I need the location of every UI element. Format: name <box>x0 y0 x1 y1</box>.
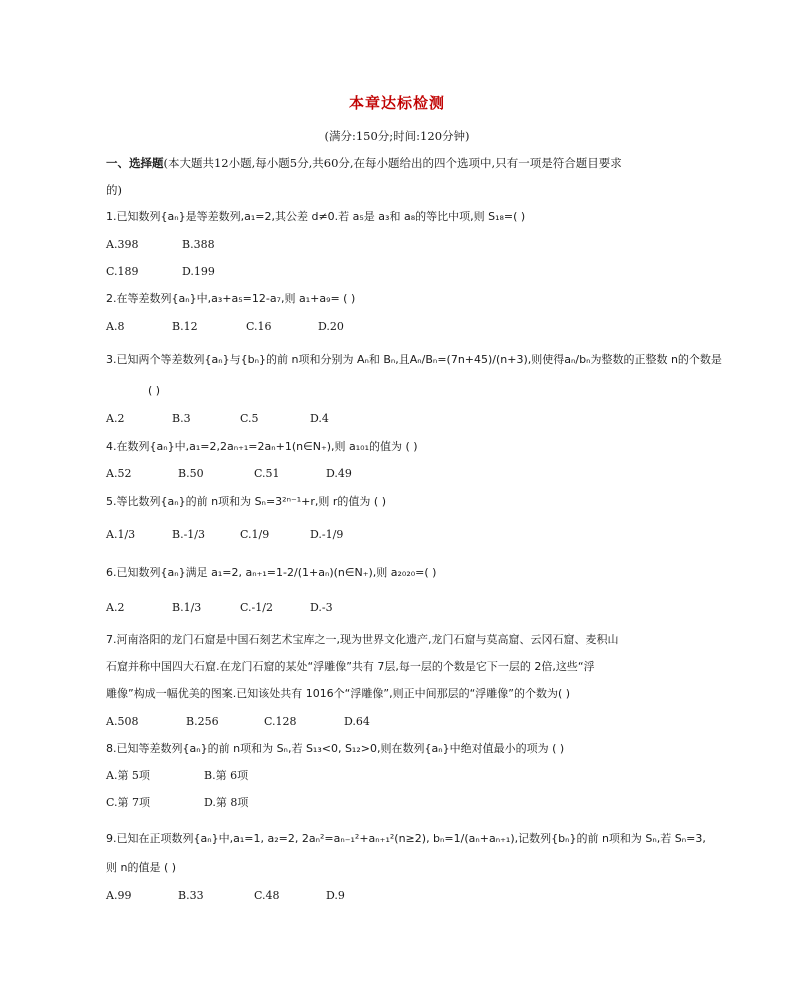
question-9-option-d: D.9 <box>326 889 345 902</box>
question-7-line-2: 石窟并称中国四大石窟.在龙门石窟的某处“浮雕像”共有 7层,每一层的个数是它下一层的 2倍,这些“浮 <box>106 660 595 673</box>
question-8-option-b: B.第 6项 <box>204 769 249 782</box>
question-8-option-c: C.第 7项 <box>106 796 151 809</box>
question-5-option-a: A.1/3 <box>106 528 136 541</box>
question-7-option-a: A.508 <box>106 715 139 728</box>
question-3-option-d: D.4 <box>310 412 329 425</box>
question-1-option-a: A.398 <box>106 238 139 251</box>
question-7-line-3: 雕像”构成一幅优美的图案.已知该处共有 1016个“浮雕像”,则正中间那层的“浮雕像”的个数为( ) <box>106 687 571 700</box>
question-9-line-1: 9.已知在正项数列{aₙ}中,a₁=1, a₂=2, 2aₙ²=aₙ₋₁²+aₙ₊₁²(n≥2), bₙ=1/(aₙ+aₙ₊₁),记数列{bₙ}的前 n项和为 Sₙ,若 Sₙ=3, <box>106 832 706 845</box>
question-8-option-d: D.第 8项 <box>204 796 249 809</box>
page-title: 本章达标检测 <box>348 94 445 112</box>
question-4-option-a: A.52 <box>106 467 132 480</box>
question-2: 2.在等差数列{aₙ}中,a₃+a₅=12-a₇,则 a₁+a₉= ( ) <box>106 292 356 305</box>
question-1-option-b: B.388 <box>182 238 215 251</box>
question-9-option-a: A.99 <box>106 889 132 902</box>
question-3-paren: ( ) <box>148 384 161 397</box>
section-heading: 一、选择题 <box>106 156 164 170</box>
question-1: 1.已知数列{aₙ}是等差数列,a₁=2,其公差 d≠0.若 a₅是 a₃和 a₈的等比中项,则 S₁₈=( ) <box>106 210 526 223</box>
page-subtitle: (满分:150分;时间:120分钟) <box>324 129 470 143</box>
question-2-option-c: C.16 <box>246 320 272 333</box>
question-9-option-b: B.33 <box>178 889 204 902</box>
question-3-option-b: B.3 <box>172 412 191 425</box>
question-5: 5.等比数列{aₙ}的前 n项和为 Sₙ=3²ⁿ⁻¹+r,则 r的值为 ( ) <box>106 495 386 508</box>
question-4: 4.在数列{aₙ}中,a₁=2,2aₙ₊₁=2aₙ+1(n∈N₊),则 a₁₀₁的值为 ( ) <box>106 440 418 453</box>
question-5-option-b: B.-1/3 <box>172 528 205 541</box>
question-3-option-c: C.5 <box>240 412 259 425</box>
question-8-option-a: A.第 5项 <box>106 769 150 782</box>
section-header <box>106 155 622 171</box>
question-6-option-a: A.2 <box>106 601 125 614</box>
question-6-option-b: B.1/3 <box>172 601 202 614</box>
question-9-line-2: 则 n的值是 ( ) <box>106 861 177 874</box>
section-intro-cont: 的) <box>106 183 122 197</box>
question-3: 3.已知两个等差数列{aₙ}与{bₙ}的前 n项和分别为 Aₙ和 Bₙ,且Aₙ/Bₙ=(7n+45)/(n+3),则使得aₙ/bₙ为整数的正整数 n的个数是 <box>106 353 722 366</box>
question-2-option-b: B.12 <box>172 320 198 333</box>
question-4-option-c: C.51 <box>254 467 280 480</box>
question-4-option-d: D.49 <box>326 467 352 480</box>
question-1-option-c: C.189 <box>106 265 139 278</box>
question-5-option-d: D.-1/9 <box>310 528 344 541</box>
section-intro: (本大题共12小题,每小题5分,共60分,在每小题给出的四个选项中,只有一项是符合题目要求 <box>163 156 622 170</box>
question-5-option-c: C.1/9 <box>240 528 270 541</box>
question-2-option-a: A.8 <box>106 320 125 333</box>
question-7-option-c: C.128 <box>264 715 297 728</box>
question-7-line-1: 7.河南洛阳的龙门石窟是中国石刻艺术宝库之一,现为世界文化遗产,龙门石窟与莫高窟、云冈石窟、麦积山 <box>106 633 619 646</box>
question-7-option-b: B.256 <box>186 715 219 728</box>
question-6-option-d: D.-3 <box>310 601 333 614</box>
question-1-option-d: D.199 <box>182 265 215 278</box>
question-8: 8.已知等差数列{aₙ}的前 n项和为 Sₙ,若 S₁₃<0, S₁₂>0,则在数列{aₙ}中绝对值最小的项为 ( ) <box>106 742 565 755</box>
question-7-option-d: D.64 <box>344 715 370 728</box>
question-6: 6.已知数列{aₙ}满足 a₁=2, aₙ₊₁=1-2/(1+aₙ)(n∈N₊),则 a₂₀₂₀=( ) <box>106 566 437 579</box>
question-9-option-c: C.48 <box>254 889 280 902</box>
question-6-option-c: C.-1/2 <box>240 601 273 614</box>
question-4-option-b: B.50 <box>178 467 204 480</box>
question-2-option-d: D.20 <box>318 320 344 333</box>
question-3-option-a: A.2 <box>106 412 125 425</box>
